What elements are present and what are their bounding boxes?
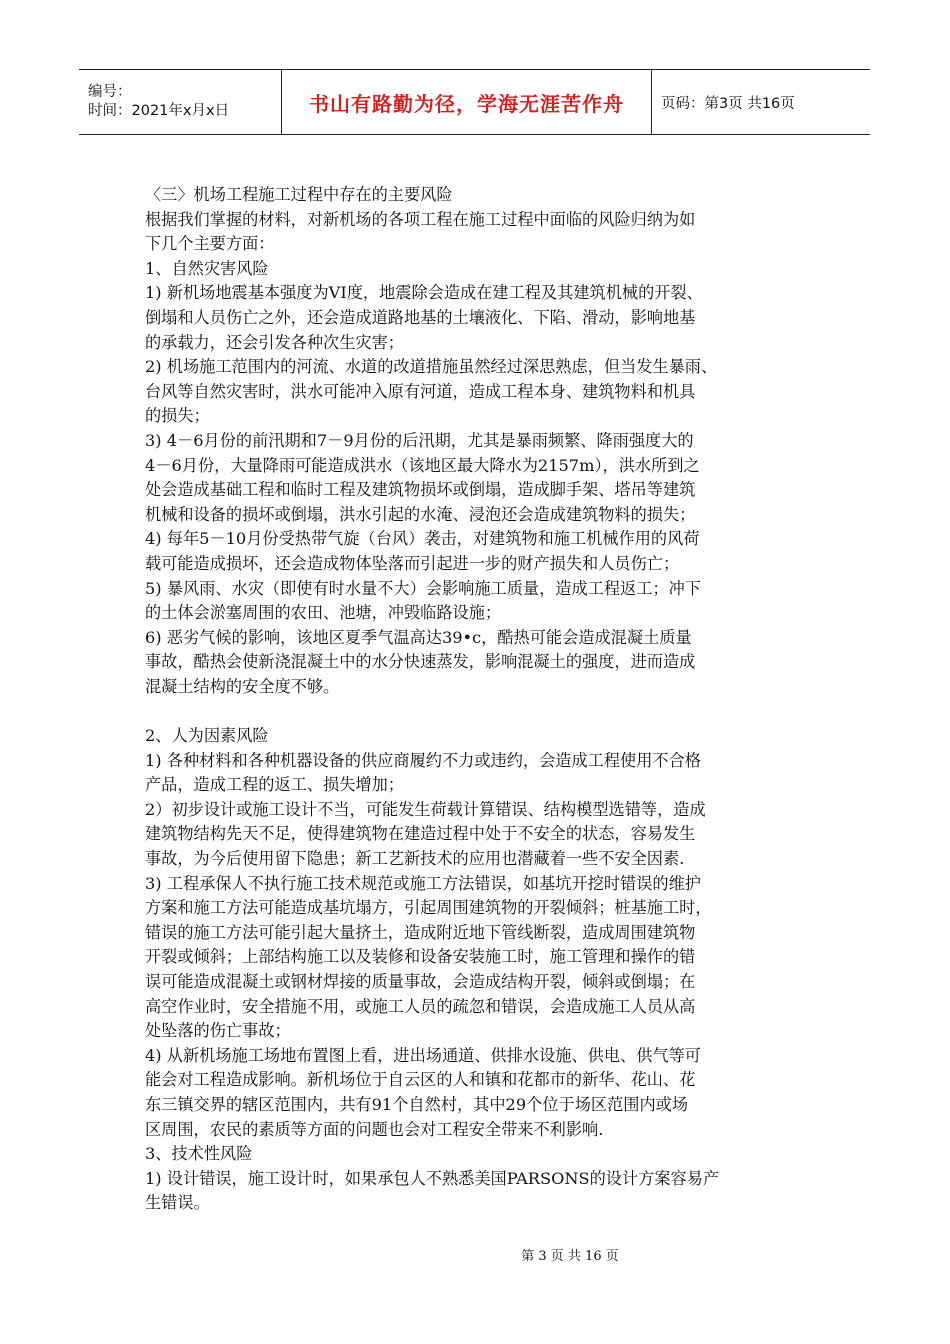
body-line: 机械和设备的损坏或倒塌，洪水引起的水淹、浸泡还会造成建筑物料的损失； bbox=[145, 504, 696, 524]
body-line: 产品，造成工程的返工、损失增加； bbox=[145, 775, 404, 795]
body-line: 误可能造成混凝土或钢材焊接的质量事故，会造成结构开裂，倾斜或倒塌；在 bbox=[145, 972, 696, 991]
body-line: 1、自然灾害风险 bbox=[145, 258, 269, 278]
body-line: 能会对工程造成影响。新机场位于自云区的人和镇和花都市的新华、花山、花 bbox=[145, 1070, 696, 1090]
body-line: 方案和施工方法可能造成基坑塌方，引起周围建筑物的开裂倾斜；桩基施工时， bbox=[145, 898, 712, 918]
body-line: 根据我们掌握的材料，对新机场的各项工程在施工过程中面临的风险归纳为如 bbox=[145, 209, 696, 229]
body-line: 3) 工程承保人不执行施工技术规范或施工方法错误，如基坑开挖时错误的维护 bbox=[145, 873, 701, 893]
body-line: 错误的施工方法可能引起大量挤土，造成附近地下管线断裂，造成周围建筑物 bbox=[145, 922, 696, 942]
body-line: 载可能造成损坏，还会造成物体坠落而引起进一步的财产损失和人员伤亡； bbox=[145, 553, 680, 573]
body-line: 建筑物结构先天不足，使得建筑物在建造过程中处于不安全的状态，容易发生 bbox=[145, 824, 696, 844]
page-footer: 第 3 页 共 16 页 bbox=[521, 1249, 619, 1264]
body-line: 〈三〉机场工程施工过程中存在的主要风险 bbox=[145, 185, 453, 204]
body-line: 处会造成基础工程和临时工程及建筑物损坏或倒塌，造成脚手架、塔吊等建筑 bbox=[145, 480, 696, 500]
body-line: 1) 各种材料和各种机器设备的供应商履约不力或违约，会造成工程使用不合格 bbox=[145, 750, 701, 770]
document-date: 时间：2021年x月x日 bbox=[88, 103, 230, 119]
body-line: 混凝土结构的安全度不够。 bbox=[145, 676, 340, 696]
body-line: 处坠落的伤亡事故； bbox=[145, 1021, 291, 1041]
body-line: 3、技术性风险 bbox=[145, 1144, 253, 1164]
body-line: 2) 机场施工范围内的河流、水道的改道措施虽然经过深思熟虑，但当发生暴雨、 bbox=[145, 357, 718, 377]
body-line: 区周围，农民的素质等方面的问题也会对工程安全带来不利影响. bbox=[145, 1119, 604, 1139]
body-line: 事故，酷热会使新浇混凝土中的水分快速蒸发，影响混凝土的强度，进而造成 bbox=[145, 652, 696, 672]
body-line: 下几个主要方面： bbox=[145, 234, 275, 254]
body-line: 4－6月份，大量降雨可能造成洪水（该地区最大降水为2157m），洪水所到之 bbox=[145, 455, 700, 475]
body-line: 2）初步设计或施工设计不当，可能发生荷载计算错误、结构模型选错等，造成 bbox=[145, 799, 706, 819]
body-line: 高空作业时，安全措施不用，或施工人员的疏忽和错误，会造成施工人员从高 bbox=[145, 996, 696, 1016]
body-line: 开裂或倾斜；上部结构施工以及装修和设备安装施工时，施工管理和操作的错 bbox=[145, 947, 696, 967]
body-line: 的土体会淤塞周围的农田、池塘，冲毁临路设施； bbox=[145, 603, 502, 623]
body-line: 1) 新机场地震基本强度为VI度，地震除会造成在建工程及其建筑机械的开裂、 bbox=[145, 283, 703, 303]
document-body bbox=[145, 183, 830, 1216]
body-line: 5) 暴风雨、水灾（即使有时水量不大）会影响施工质量，造成工程返工；冲下 bbox=[145, 578, 701, 598]
body-line: 1) 设计错误，施工设计时，如果承包人不熟悉美国PARSONS的设计方案容易产 bbox=[145, 1168, 720, 1188]
body-line: 3) 4－6月份的前汛期和7－9月份的后汛期，尤其是暴雨频繁、降雨强度大的 bbox=[145, 430, 694, 450]
body-line: 6) 恶劣气候的影响，该地区夏季气温高达39•c，酷热可能会造成混凝土质量 bbox=[145, 627, 692, 647]
header-page-cell bbox=[652, 70, 870, 134]
body-line: 2、人为因素风险 bbox=[145, 726, 269, 746]
body-line: 4) 从新机场施工场地布置图上看，进出场通道、供排水设施、供电、供气等可 bbox=[145, 1045, 701, 1065]
body-line: 倒塌和人员伤亡之外，还会造成道路地基的土壤液化、下陷、滑动，影响地基 bbox=[145, 307, 696, 327]
body-line: 4) 每年5－10月份受热带气旋（台风）袭击，对建筑物和施工机械作用的风荷 bbox=[145, 529, 700, 549]
body-line: 的承载力，还会引发各种次生灾害； bbox=[145, 332, 404, 352]
body-line: 台风等自然灾害时，洪水可能冲入原有河道，造成工程本身、建筑物料和机具 bbox=[145, 381, 696, 401]
body-line bbox=[145, 699, 830, 724]
body-line: 生错误。 bbox=[145, 1193, 210, 1213]
header-motto-cell bbox=[282, 70, 652, 134]
body-line: 事故，为今后使用留下隐患；新工艺新技术的应用也潜藏着一些不安全因素. bbox=[145, 849, 685, 869]
header-motto: 书山有路勤为径，学海无涯苦作舟 bbox=[309, 91, 624, 116]
body-line: 东三镇交界的辖区范围内，共有91个自然村，其中29个位于场区范围内或场 bbox=[145, 1094, 689, 1114]
header-page-info: 页码：第3页 共16页 bbox=[661, 95, 795, 112]
header-meta-cell bbox=[79, 70, 282, 134]
header-table bbox=[79, 69, 870, 135]
document-number: 编号： bbox=[88, 84, 132, 100]
body-line: 的损失； bbox=[145, 406, 210, 426]
